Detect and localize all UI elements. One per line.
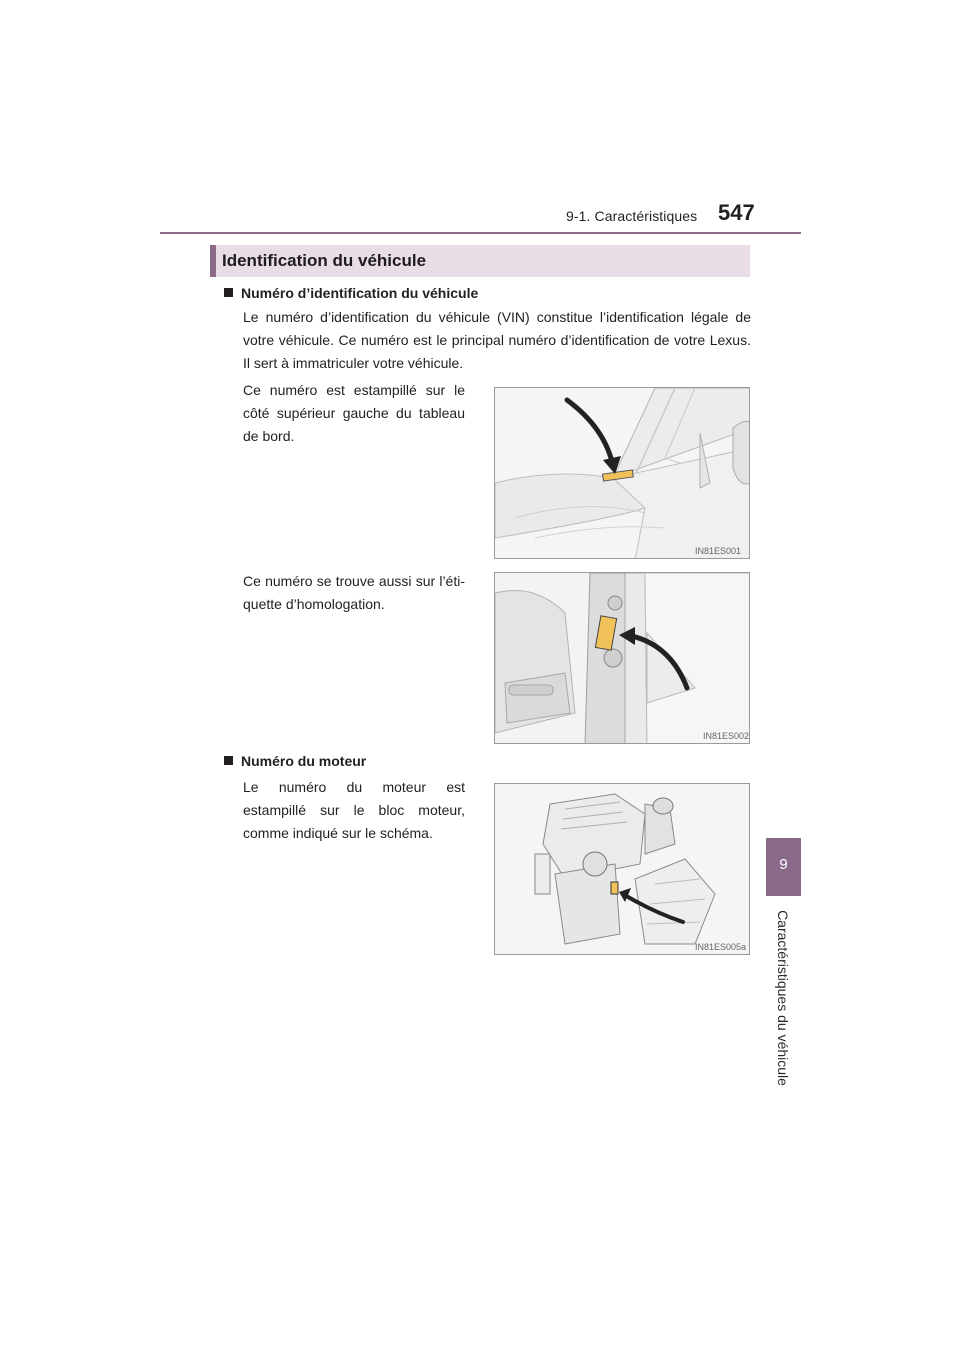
figure-2-code: IN81ES002 xyxy=(703,731,750,741)
figure-1-code: IN81ES001 xyxy=(695,546,742,556)
section-title: Identification du véhicule xyxy=(222,251,427,270)
vin-location-label: Ce numéro se trouve aussi sur l’éti-quette d’homologation. xyxy=(243,573,465,612)
square-bullet-icon xyxy=(224,756,233,765)
engine-paragraph: Le numéro du moteur est estampillé sur le bloc moteur, comme indiqué sur le schéma. xyxy=(243,779,465,841)
figure-3-code: IN81ES005a xyxy=(695,942,747,952)
page-number: 547 xyxy=(718,200,755,225)
square-bullet-icon xyxy=(224,288,233,297)
vin-heading-text: Numéro d’identification du véhicule xyxy=(241,285,479,301)
chapter-tab-number: 9 xyxy=(779,856,788,873)
vin-paragraph: Le numéro d’identification du véhicule (VIN) constitue l’identification légale de votre véhicule. Ce numéro est le principal numéro d’identification de votre Lexus. Il sert à immatriculer votre véhicule. xyxy=(243,309,751,371)
engine-figure xyxy=(494,783,750,955)
vin-label-figure xyxy=(494,572,750,744)
header-section-title: 9-1. Caractéristiques xyxy=(566,208,698,224)
header-rule xyxy=(160,232,801,234)
vin-dashboard-figure xyxy=(494,387,750,559)
vin-heading xyxy=(224,285,478,301)
engine-heading-text: Numéro du moteur xyxy=(241,753,367,769)
vin-location-dashboard: Ce numéro est estampillé sur le côté supérieur gauche du tableau de bord. xyxy=(243,382,465,444)
engine-heading xyxy=(224,753,366,769)
chapter-tab-label: Caractéristiques du véhicule xyxy=(775,910,791,1086)
